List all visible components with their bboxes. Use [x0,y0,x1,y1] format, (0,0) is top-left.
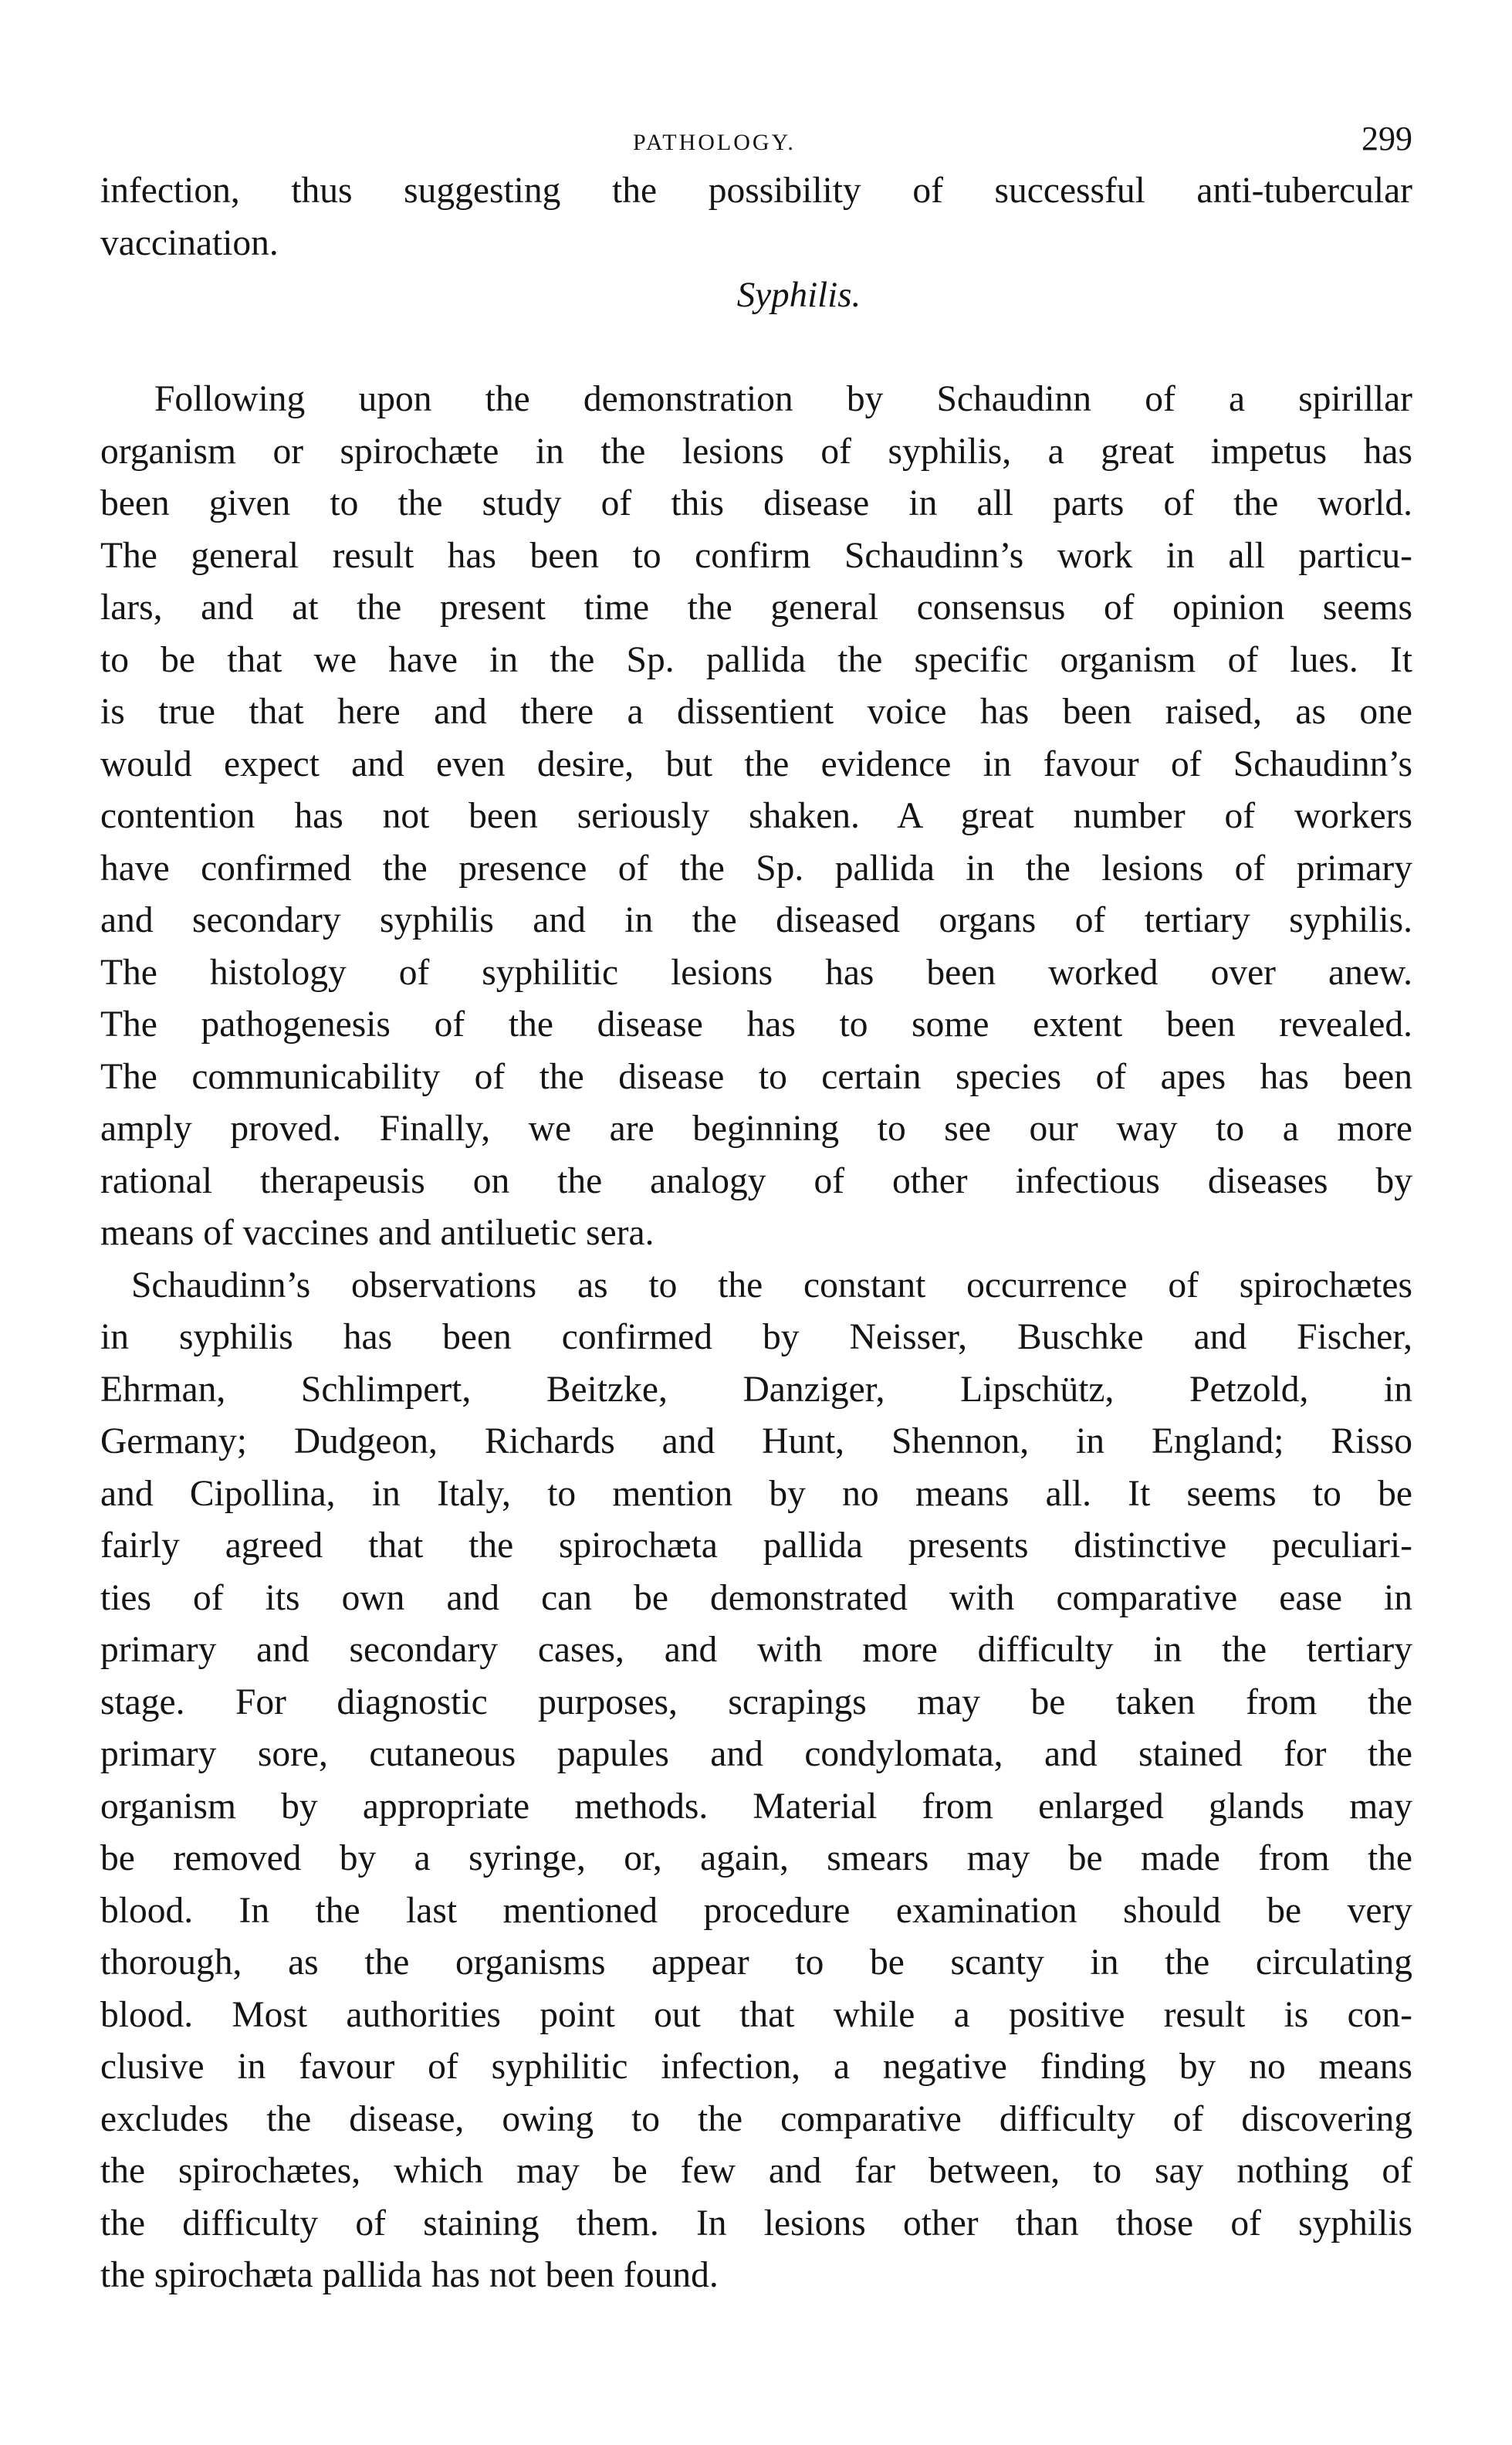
text-line: blood. Most authorities point out that while a positive result is con- [100,1994,1412,2035]
running-title: PATHOLOGY. [633,130,796,155]
text-line: rational therapeusis on the analogy of other infectious diseases by [100,1160,1412,1201]
text-line: is true that here and there a dissentient voice has been raised, as one [100,692,1412,732]
text-line: organism by appropriate methods. Material from enlarged glands may [100,1786,1412,1827]
text-line: thorough, as the organisms appear to be scanty in the circulating [100,1942,1412,1983]
page-number: 299 [1361,120,1412,157]
text-line: stage. For diagnostic purposes, scrapings may be taken from the [100,1681,1412,1722]
text-line: amply proved. Finally, we are beginning to see our way to a more [100,1109,1412,1149]
text-line: vaccination. [100,222,279,263]
text-line: blood. In the last mentioned procedure examination should be very [100,1890,1412,1931]
text-line: infection, thus suggesting the possibility of successful anti-tubercular [100,171,1412,211]
text-line: would expect and even desire, but the evidence in favour of Schaudinn’s [100,743,1412,784]
text-line: be removed by a syringe, or, again, smears may be made from the [100,1838,1412,1878]
text-line: means of vaccines and antiluetic sera. [100,1213,655,1253]
book-page [100,116,1412,2302]
text-line: to be that we have in the Sp. pallida the specific organism of lues. It [100,639,1412,680]
text-line: the difficulty of staining them. In lesions other than those of syphilis [100,2203,1412,2244]
text-line: lars, and at the present time the general consensus of opinion seems [100,588,1412,628]
text-line: ties of its own and can be demonstrated with comparative ease in [100,1577,1412,1618]
text-line: and Cipollina, in Italy, to mention by no means all. It seems to be [100,1473,1412,1514]
text-line: Following upon the demonstration by Schaudinn of a spirillar [154,379,1412,419]
text-line: primary sore, cutaneous papules and condylomata, and stained for the [100,1734,1412,1774]
text-line: Germany; Dudgeon, Richards and Hunt, Shennon, in England; Risso [100,1421,1412,1461]
text-line: fairly agreed that the spirochæta pallida presents distinctive peculiari- [100,1526,1412,1566]
text-line: The histology of syphilitic lesions has been worked over anew. [100,952,1412,993]
paragraph [100,1260,1412,2302]
paragraph [100,374,1412,1260]
text-line: Schaudinn’s observations as to the constant occurrence of spirochætes [131,1265,1412,1305]
text-line: been given to the study of this disease in all parts of the world. [100,483,1412,523]
text-line: in syphilis has been confirmed by Neisser, Buschke and Fischer, [100,1317,1412,1357]
text-line: The communicability of the disease to certain species of apes has been [100,1056,1412,1097]
running-head [100,116,1412,162]
text-line: organism or spirochæte in the lesions of syphilis, a great impetus has [100,431,1412,472]
continued-paragraph [100,165,1412,269]
text-line: the spirochætes, which may be few and far between, to say nothing of [100,2151,1412,2191]
section-heading: Syphilis. [736,275,861,315]
text-line: and secondary syphilis and in the diseased organs of tertiary syphilis. [100,900,1412,940]
text-line: primary and secondary cases, and with more difficulty in the tertiary [100,1630,1412,1670]
text-line: excludes the disease, owing to the comparative difficulty of discovering [100,2098,1412,2139]
text-line: Ehrman, Schlimpert, Beitzke, Danziger, Lipschütz, Petzold, in [100,1369,1412,1410]
text-line: clusive in favour of syphilitic infection, a negative finding by no means [100,2047,1412,2087]
text-line: contention has not been seriously shaken. A great number of workers [100,796,1412,836]
text-line: have confirmed the presence of the Sp. pallida in the lesions of primary [100,848,1412,889]
text-line: The general result has been to confirm Schaudinn’s work in all particu- [100,535,1412,576]
text-line: The pathogenesis of the disease has to some extent been revealed. [100,1004,1412,1045]
text-line: the spirochæta pallida has not been found. [100,2255,719,2295]
